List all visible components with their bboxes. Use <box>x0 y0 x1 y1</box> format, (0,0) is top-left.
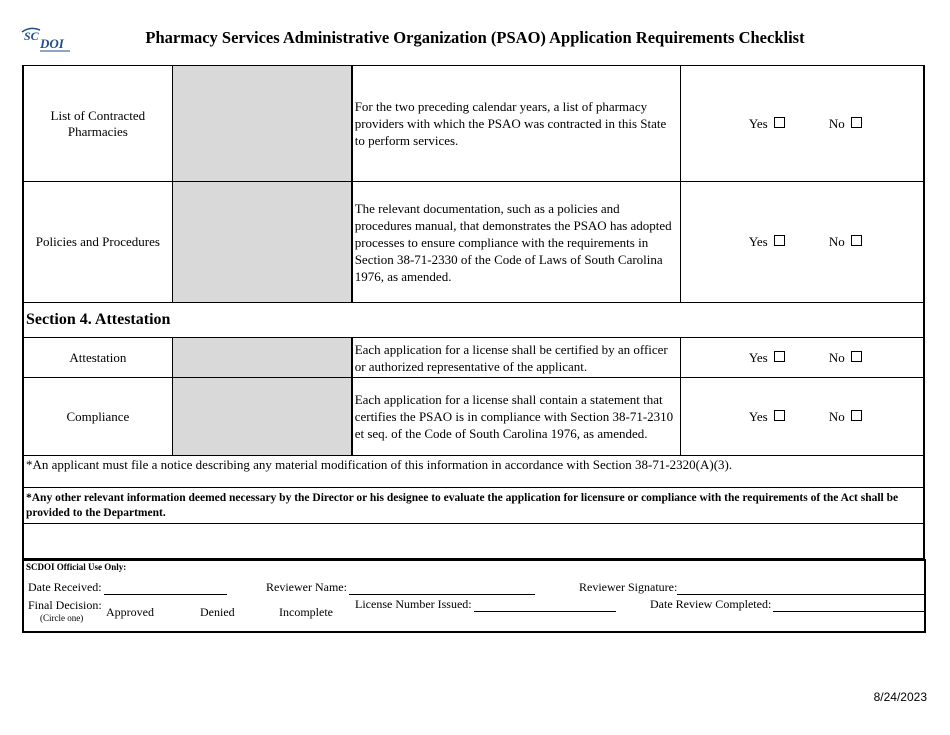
yes-no-cell <box>680 338 924 378</box>
shaded-cell <box>172 66 352 182</box>
row-label: Policies and Procedures <box>23 182 172 303</box>
no-checkbox[interactable] <box>851 235 862 246</box>
row-description: Each application for a license shall be certified by an officer or authorized representative of the applicant. <box>352 338 680 378</box>
modification-note: *An applicant must file a notice describing any material modification of this information in accordance with Section 38-71-2320(A)(3). <box>23 456 924 488</box>
yes-no-cell <box>680 378 924 456</box>
row-label: Attestation <box>23 338 172 378</box>
yes-option[interactable]: Yes <box>749 234 829 250</box>
shaded-cell <box>172 378 352 456</box>
no-option[interactable]: No <box>829 409 919 425</box>
scdoi-logo <box>20 26 72 54</box>
table-row <box>23 338 924 378</box>
reviewer-signature-field[interactable] <box>677 594 924 595</box>
note-row <box>23 488 924 524</box>
license-number-field[interactable] <box>474 611 616 612</box>
table-row <box>23 378 924 456</box>
no-checkbox[interactable] <box>851 117 862 128</box>
no-option[interactable]: No <box>829 234 919 250</box>
row-description: For the two preceding calendar years, a list of pharmacy providers with which the PSAO was contracted in this State to perform services. <box>352 66 680 182</box>
section-header-row <box>23 303 924 338</box>
row-label: List of Contracted Pharmacies <box>23 66 172 182</box>
no-checkbox[interactable] <box>851 410 862 421</box>
no-checkbox[interactable] <box>851 351 862 362</box>
license-number-label: License Number Issued: <box>355 597 472 611</box>
no-option[interactable]: No <box>829 350 919 366</box>
shaded-cell <box>172 182 352 303</box>
incomplete-option[interactable]: Incomplete <box>279 605 333 619</box>
circle-one-hint: (Circle one) <box>40 613 84 623</box>
yes-option[interactable]: Yes <box>749 116 829 132</box>
logo-doi: DOI <box>40 36 64 51</box>
table-row <box>23 182 924 303</box>
note-row <box>23 456 924 488</box>
footer-date: 8/24/2023 <box>873 690 927 704</box>
logo-sc: SC <box>24 29 39 43</box>
date-review-completed-label: Date Review Completed: <box>650 597 772 611</box>
row-description: The relevant documentation, such as a policies and procedures manual, that demonstrates the PSAO has adopted processes to ensure compliance with the requirements in Section 38-71-2330 of the Code of Laws of South Carolina 1976, as amended. <box>352 182 680 303</box>
final-decision-label: Final Decision: <box>28 598 102 612</box>
date-received-label: Date Received: <box>28 580 102 594</box>
section-title: Section 4. Attestation <box>23 303 924 338</box>
official-use-title: SCDOI Official Use Only: <box>26 562 127 572</box>
yes-option[interactable]: Yes <box>749 409 829 425</box>
official-use-box <box>22 559 926 633</box>
reviewer-name-field[interactable] <box>349 594 535 595</box>
blank-row <box>23 524 924 559</box>
page-title: Pharmacy Services Administrative Organization (PSAO) Application Requirements Checklist <box>145 28 805 47</box>
reviewer-name-label: Reviewer Name: <box>266 580 347 594</box>
shaded-cell <box>172 338 352 378</box>
reviewer-signature-label: Reviewer Signature: <box>579 580 678 594</box>
yes-checkbox[interactable] <box>774 235 785 246</box>
row-description: Each application for a license shall contain a statement that certifies the PSAO is in compliance with Section 38-71-2310 et seq. of the Code of South Carolina 1976, as amended. <box>352 378 680 456</box>
blank-cell <box>23 524 924 559</box>
yes-no-cell <box>680 182 924 303</box>
approved-option[interactable]: Approved <box>106 605 154 619</box>
yes-option[interactable]: Yes <box>749 350 829 366</box>
other-info-note: *Any other relevant information deemed necessary by the Director or his designee to evaluate the application for licensure or compliance with the requirements of the Act shall be provided to the Department. <box>23 488 924 524</box>
denied-option[interactable]: Denied <box>200 605 235 619</box>
yes-checkbox[interactable] <box>774 351 785 362</box>
table-row <box>23 66 924 182</box>
date-received-field[interactable] <box>104 594 227 595</box>
row-label: Compliance <box>23 378 172 456</box>
yes-no-cell <box>680 66 924 182</box>
requirements-table <box>22 65 925 559</box>
no-option[interactable]: No <box>829 116 919 132</box>
date-review-completed-field[interactable] <box>773 611 924 612</box>
yes-checkbox[interactable] <box>774 410 785 421</box>
yes-checkbox[interactable] <box>774 117 785 128</box>
